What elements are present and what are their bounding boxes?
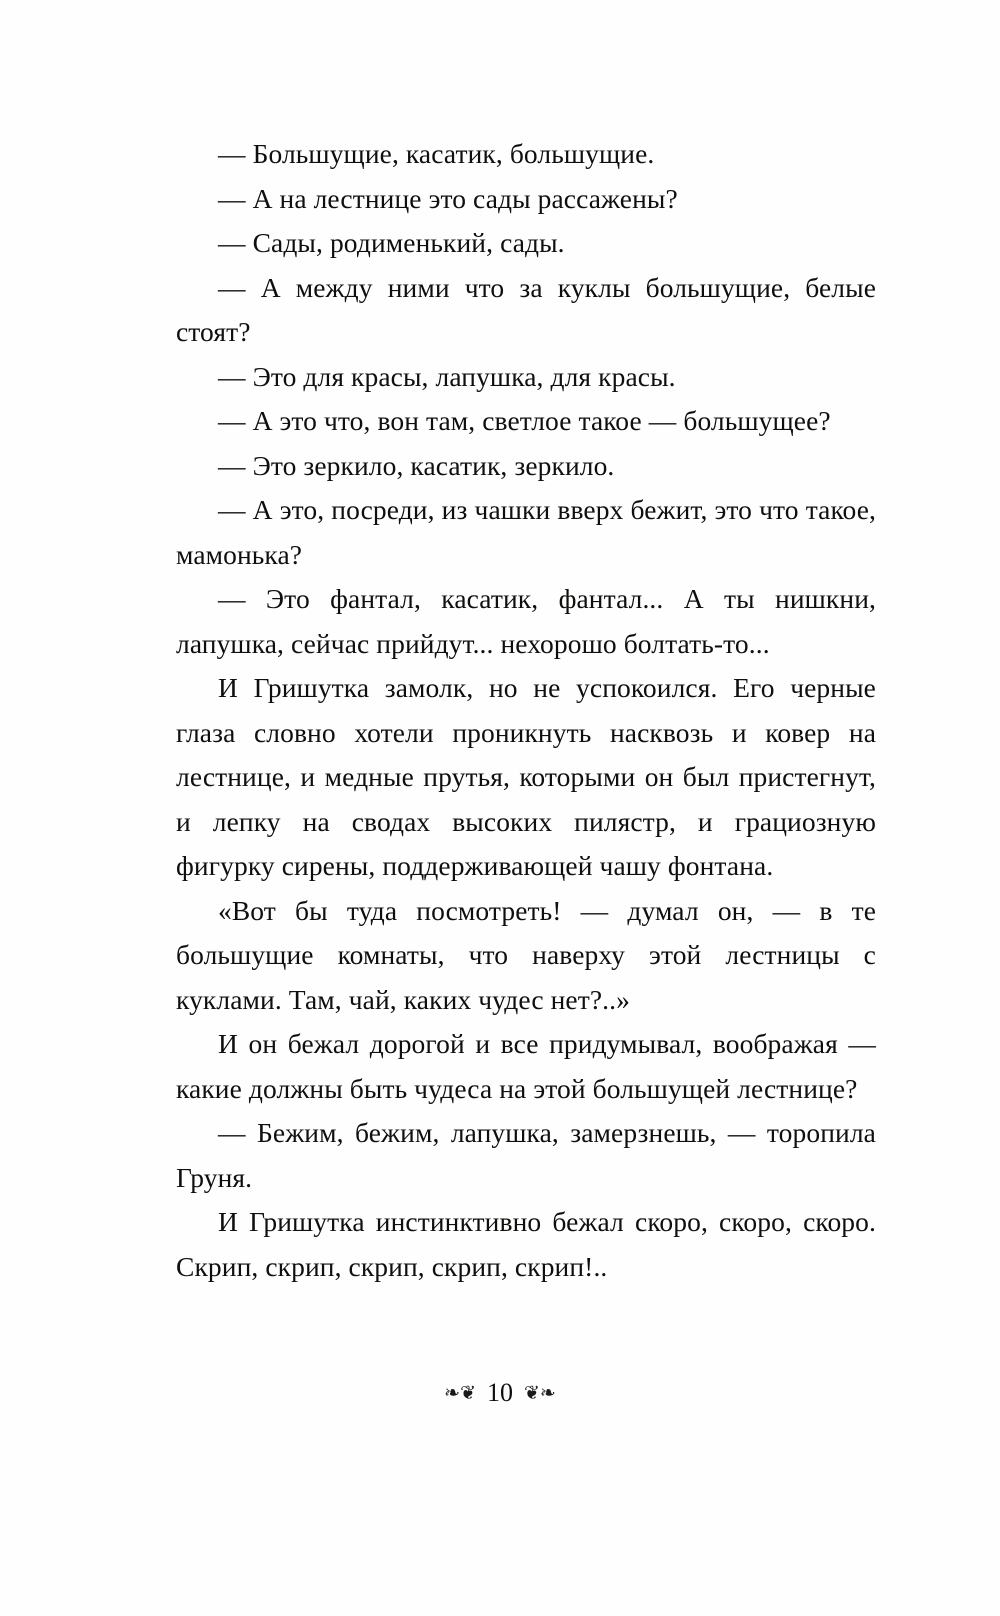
paragraph: — Это зеркило, касатик, зеркило. xyxy=(218,449,615,481)
paragraph: — Это фантал, касатик, фантал... А ты нишкни, лапушка, сейчас прийдут... нехорошо болтать-то... xyxy=(176,583,876,659)
paragraph: — Сады, родименький, сады. xyxy=(218,227,565,258)
page-text-block xyxy=(176,132,876,1289)
paragraph: И он бежал дорогой и все придумывал, воображая — какие должны быть чудеса на этой большущей лестнице? xyxy=(176,1028,876,1104)
paragraph: — Это для красы, лапушка, для красы. xyxy=(218,360,676,392)
paragraph: И Гришутка замолк, но не успокоился. Его черные глаза словно хотели проникнуть насквозь и ковер на лестнице, и медные прутья, которыми он был пристегнут, и лепку на сводах высоких пилястр, и грациозную фигурку сирены, поддерживающей чашу фонтана. xyxy=(176,672,876,881)
paragraph: — Бежим, бежим, лапушка, замерзнешь, — торопила Груня. xyxy=(176,1117,876,1193)
ornament-right-icon: ❦❧ xyxy=(524,1383,556,1404)
paragraph: — А это что, вон там, светлое такое — большущее? xyxy=(218,405,831,436)
paragraph: — А это, посреди, из чашки вверх бежит, это что такое, мамонька? xyxy=(176,494,876,570)
ornament-left-icon: ❧❦ xyxy=(444,1383,476,1404)
page-footer xyxy=(0,1378,1000,1409)
paragraph: И Гришутка инстинктивно бежал скоро, скоро, скоро. Скрип, скрип, скрип, скрип, скрип!.. xyxy=(176,1206,876,1282)
paragraph: — Большущие, касатик, большущие. xyxy=(218,138,655,169)
page-number: 10 xyxy=(487,1378,513,1407)
paragraph: — А между ними что за куклы большущие, белые стоят? xyxy=(176,271,876,347)
paragraph: «Вот бы туда посмотреть! — думал он, — в те большущие комнаты, что наверху этой лестницы с куклами. Там, чай, каких чудес нет?..» xyxy=(176,894,876,1015)
paragraph: — А на лестнице это сады рассажены? xyxy=(218,182,678,214)
